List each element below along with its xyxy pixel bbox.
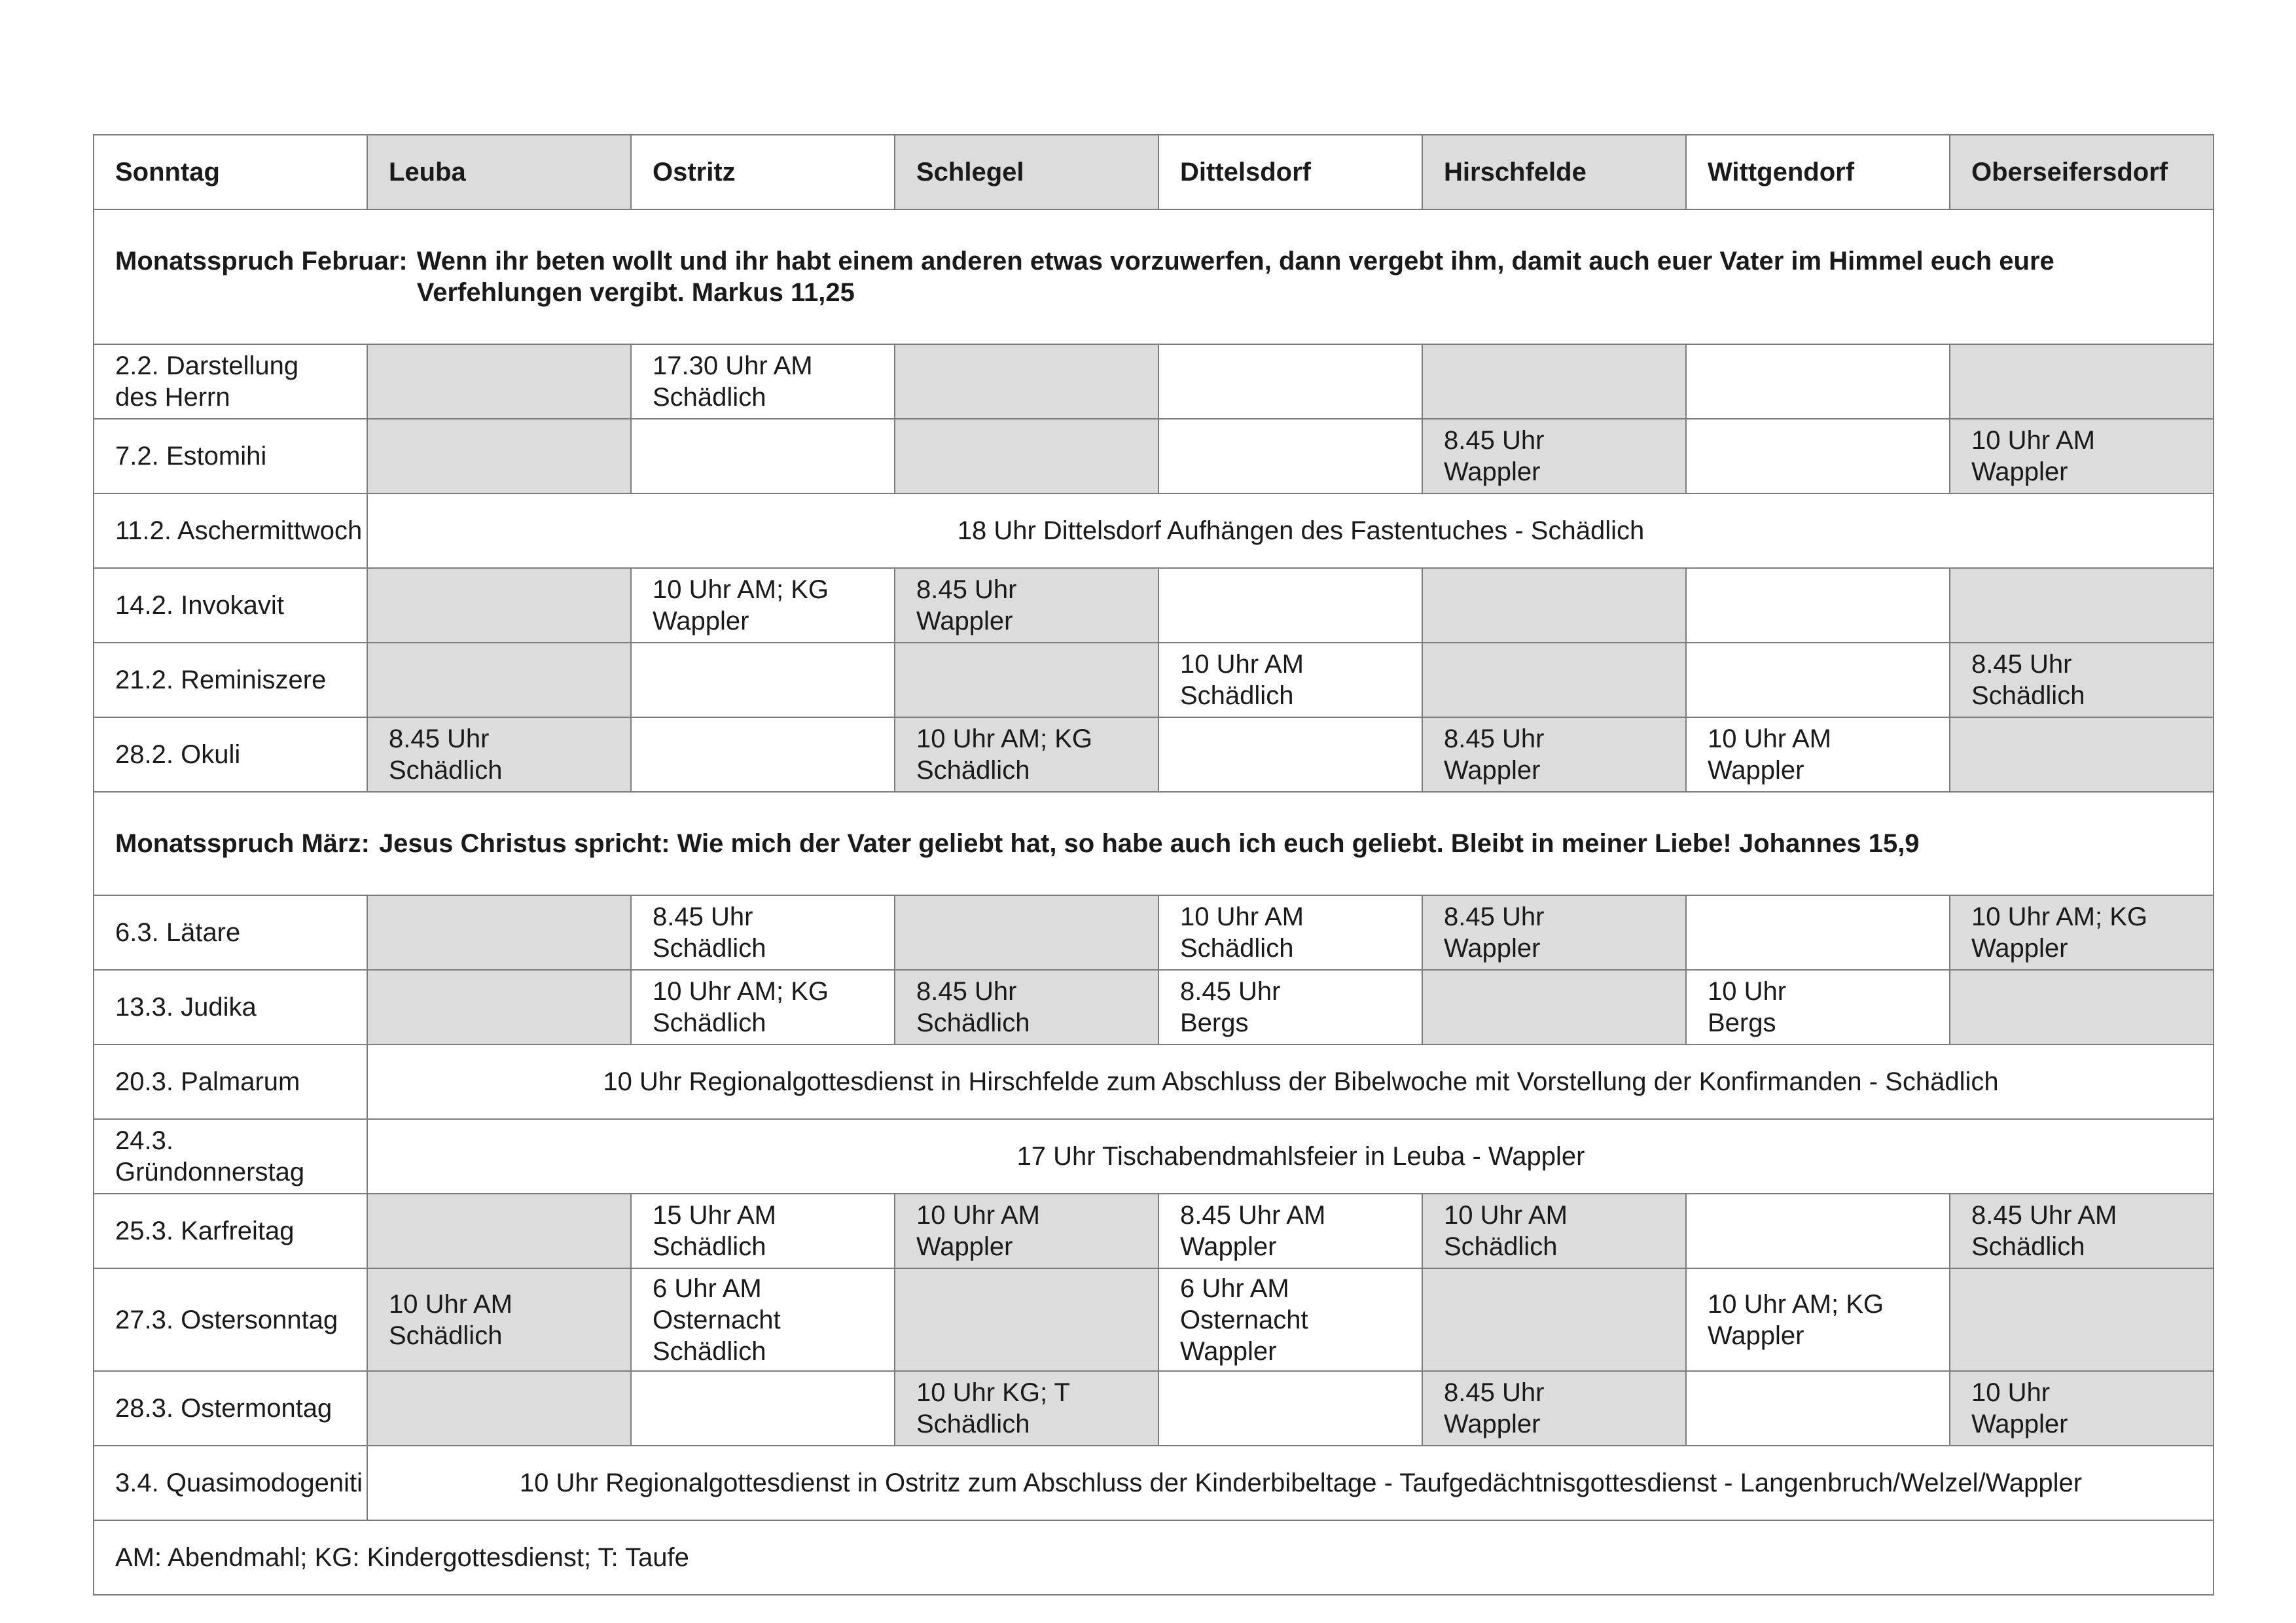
cell-oberseifersdorf: 10 Uhr AM; KG Wappler (1950, 895, 2214, 970)
cell-schlegel: 10 Uhr AM Wappler (895, 1194, 1158, 1268)
cell-schlegel (895, 643, 1158, 717)
cell-ostritz: 15 Uhr AM Schädlich (631, 1194, 895, 1268)
cell-wittgendorf (1686, 643, 1950, 717)
cell-hirschfelde: 8.45 Uhr Wappler (1422, 419, 1686, 493)
cell-wittgendorf (1686, 344, 1950, 419)
cell-oberseifersdorf: 10 Uhr AM Wappler (1950, 419, 2214, 493)
header-ostritz: Ostritz (631, 135, 895, 209)
cell-dittelsdorf (1158, 419, 1422, 493)
cell-oberseifersdorf (1950, 568, 2214, 643)
monatsspruch-maerz-label: Monatsspruch März: (115, 829, 370, 858)
event-cell: 18 Uhr Dittelsdorf Aufhängen des Fastentuches - Schädlich (367, 493, 2214, 568)
table-row (94, 895, 2214, 970)
table-row (94, 970, 2214, 1044)
cell-dittelsdorf: 6 Uhr AM Osternacht Wappler (1158, 1268, 1422, 1371)
header-hirschfelde: Hirschfelde (1422, 135, 1686, 209)
cell-dittelsdorf (1158, 344, 1422, 419)
cell-wittgendorf (1686, 419, 1950, 493)
cell-ostritz: 10 Uhr AM; KG Schädlich (631, 970, 895, 1044)
cell-ostritz (631, 643, 895, 717)
cell-oberseifersdorf: 8.45 Uhr AM Schädlich (1950, 1194, 2214, 1268)
cell-schlegel: 10 Uhr KG; T Schädlich (895, 1371, 1158, 1446)
cell-hirschfelde: 10 Uhr AM Schädlich (1422, 1194, 1686, 1268)
cell-ostritz (631, 717, 895, 792)
cell-leuba (367, 970, 631, 1044)
cell-oberseifersdorf: 8.45 Uhr Schädlich (1950, 643, 2214, 717)
cell-dittelsdorf (1158, 717, 1422, 792)
cell-wittgendorf (1686, 1371, 1950, 1446)
header-row (94, 135, 2214, 209)
row-day: 25.3. Karfreitag (94, 1194, 367, 1268)
table-row (94, 419, 2214, 493)
cell-schlegel: 8.45 Uhr Schädlich (895, 970, 1158, 1044)
cell-hirschfelde: 8.45 Uhr Wappler (1422, 1371, 1686, 1446)
cell-leuba (367, 568, 631, 643)
cell-oberseifersdorf (1950, 717, 2214, 792)
cell-ostritz (631, 419, 895, 493)
monatsspruch-februar-label: Monatsspruch Februar: (115, 247, 408, 276)
row-day: 13.3. Judika (94, 970, 367, 1044)
row-day: 11.2. Aschermittwoch (94, 493, 367, 568)
cell-ostritz: 6 Uhr AM Osternacht Schädlich (631, 1268, 895, 1371)
cell-hirschfelde (1422, 568, 1686, 643)
cell-wittgendorf: 10 Uhr Bergs (1686, 970, 1950, 1044)
row-day: 6.3. Lätare (94, 895, 367, 970)
cell-ostritz (631, 1371, 895, 1446)
cell-ostritz: 10 Uhr AM; KG Wappler (631, 568, 895, 643)
table-row (94, 1194, 2214, 1268)
cell-hirschfelde (1422, 344, 1686, 419)
table-row (94, 344, 2214, 419)
monatsspruch-februar-text: Wenn ihr beten wollt und ihr habt einem anderen etwas vorzuwerfen, dann vergebt ihm, damit auch euer Vater im Himmel euch eure Verfehlungen vergibt. Markus 11,25 (416, 247, 2054, 307)
row-day: 20.3. Palmarum (94, 1044, 367, 1119)
header-wittgendorf: Wittgendorf (1686, 135, 1950, 209)
table-row (94, 1044, 2214, 1119)
header-sonntag: Sonntag (94, 135, 367, 209)
table-row (94, 568, 2214, 643)
cell-leuba (367, 344, 631, 419)
event-cell: 10 Uhr Regionalgottesdienst in Hirschfelde zum Abschluss der Bibelwoche mit Vorstellung der Konfirmanden - Schädlich (367, 1044, 2214, 1119)
event-cell: 10 Uhr Regionalgottesdienst in Ostritz zum Abschluss der Kinderbibeltage - Taufgedächtnisgottesdienst - Langenbruch/Welzel/Wappler (367, 1446, 2214, 1520)
cell-oberseifersdorf (1950, 970, 2214, 1044)
header-leuba: Leuba (367, 135, 631, 209)
table-row (94, 717, 2214, 792)
row-day: 24.3. Gründonnerstag (94, 1119, 367, 1194)
legend-row (94, 1520, 2214, 1595)
legend: AM: Abendmahl; KG: Kindergottesdienst; T: Taufe (94, 1520, 2214, 1595)
monatsspruch-februar (94, 209, 2214, 344)
cell-dittelsdorf: 10 Uhr AM Schädlich (1158, 895, 1422, 970)
row-day: 28.2. Okuli (94, 717, 367, 792)
cell-dittelsdorf (1158, 568, 1422, 643)
header-oberseifersdorf: Oberseifersdorf (1950, 135, 2214, 209)
cell-leuba (367, 1194, 631, 1268)
table-row (94, 643, 2214, 717)
cell-ostritz: 8.45 Uhr Schädlich (631, 895, 895, 970)
monatsspruch-februar-row (94, 209, 2214, 344)
cell-ostritz: 17.30 Uhr AM Schädlich (631, 344, 895, 419)
table-row (94, 1268, 2214, 1371)
cell-leuba: 10 Uhr AM Schädlich (367, 1268, 631, 1371)
cell-leuba (367, 1371, 631, 1446)
cell-oberseifersdorf (1950, 1268, 2214, 1371)
monatsspruch-maerz (94, 792, 2214, 895)
table-row (94, 1119, 2214, 1194)
cell-oberseifersdorf (1950, 344, 2214, 419)
header-schlegel: Schlegel (895, 135, 1158, 209)
cell-schlegel (895, 344, 1158, 419)
row-day: 28.3. Ostermontag (94, 1371, 367, 1446)
cell-dittelsdorf: 8.45 Uhr Bergs (1158, 970, 1422, 1044)
cell-leuba: 8.45 Uhr Schädlich (367, 717, 631, 792)
table-row (94, 1371, 2214, 1446)
monatsspruch-maerz-text: Jesus Christus spricht: Wie mich der Vater geliebt hat, so habe auch ich euch geliebt. Bleibt in meiner Liebe! Johannes 15,9 (378, 829, 1920, 858)
cell-schlegel: 10 Uhr AM; KG Schädlich (895, 717, 1158, 792)
cell-wittgendorf (1686, 1194, 1950, 1268)
cell-hirschfelde (1422, 1268, 1686, 1371)
cell-wittgendorf: 10 Uhr AM; KG Wappler (1686, 1268, 1950, 1371)
cell-hirschfelde (1422, 643, 1686, 717)
row-day: 21.2. Reminiszere (94, 643, 367, 717)
cell-dittelsdorf: 8.45 Uhr AM Wappler (1158, 1194, 1422, 1268)
cell-leuba (367, 643, 631, 717)
cell-leuba (367, 419, 631, 493)
row-day: 7.2. Estomihi (94, 419, 367, 493)
cell-dittelsdorf (1158, 1371, 1422, 1446)
row-day: 14.2. Invokavit (94, 568, 367, 643)
cell-wittgendorf (1686, 568, 1950, 643)
table-row (94, 1446, 2214, 1520)
cell-schlegel (895, 895, 1158, 970)
cell-hirschfelde: 8.45 Uhr Wappler (1422, 895, 1686, 970)
header-dittelsdorf: Dittelsdorf (1158, 135, 1422, 209)
cell-oberseifersdorf: 10 Uhr Wappler (1950, 1371, 2214, 1446)
cell-wittgendorf: 10 Uhr AM Wappler (1686, 717, 1950, 792)
event-cell: 17 Uhr Tischabendmahlsfeier in Leuba - Wappler (367, 1119, 2214, 1194)
cell-schlegel (895, 419, 1158, 493)
row-day: 2.2. Darstellung des Herrn (94, 344, 367, 419)
cell-wittgendorf (1686, 895, 1950, 970)
row-day: 27.3. Ostersonntag (94, 1268, 367, 1371)
cell-schlegel (895, 1268, 1158, 1371)
cell-hirschfelde (1422, 970, 1686, 1044)
cell-leuba (367, 895, 631, 970)
worship-schedule-table (93, 134, 2214, 1596)
cell-hirschfelde: 8.45 Uhr Wappler (1422, 717, 1686, 792)
cell-dittelsdorf: 10 Uhr AM Schädlich (1158, 643, 1422, 717)
monatsspruch-maerz-row (94, 792, 2214, 895)
cell-schlegel: 8.45 Uhr Wappler (895, 568, 1158, 643)
row-day: 3.4. Quasimodogeniti (94, 1446, 367, 1520)
table-row (94, 493, 2214, 568)
